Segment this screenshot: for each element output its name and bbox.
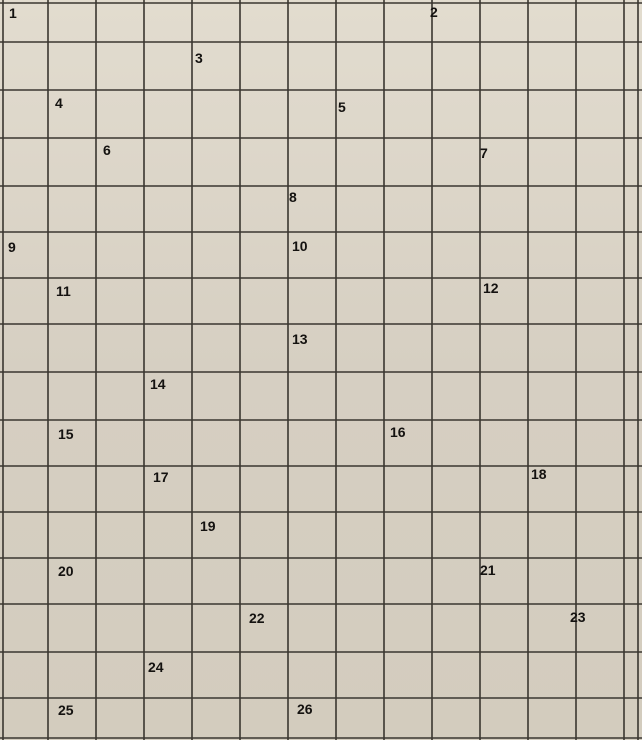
clue-number[interactable]: 5 [338,99,346,115]
clue-number[interactable]: 10 [292,238,308,254]
clue-number[interactable]: 3 [195,50,203,66]
clue-number[interactable]: 4 [55,95,63,111]
clue-number[interactable]: 14 [150,376,166,392]
clue-number[interactable]: 11 [56,283,71,299]
clue-number[interactable]: 24 [148,659,164,675]
clue-number[interactable]: 19 [200,518,216,534]
clue-number[interactable]: 2 [430,4,438,20]
clue-number[interactable]: 22 [249,610,265,626]
clue-number[interactable]: 6 [103,142,111,158]
clue-number[interactable]: 18 [531,466,547,482]
clue-number[interactable]: 26 [297,701,313,717]
clue-number[interactable]: 12 [483,280,499,296]
clue-number[interactable]: 20 [58,563,74,579]
clue-number[interactable]: 21 [480,562,496,578]
clue-number[interactable]: 8 [289,189,297,205]
clue-number[interactable]: 25 [58,702,74,718]
clue-number[interactable]: 1 [9,5,17,21]
clue-number[interactable]: 16 [390,424,406,440]
clue-number[interactable]: 7 [480,145,488,161]
clue-number[interactable]: 9 [8,239,16,255]
clue-number[interactable]: 13 [292,331,308,347]
clue-number[interactable]: 15 [58,426,74,442]
clue-number[interactable]: 17 [153,469,169,485]
clue-number[interactable]: 23 [570,609,586,625]
